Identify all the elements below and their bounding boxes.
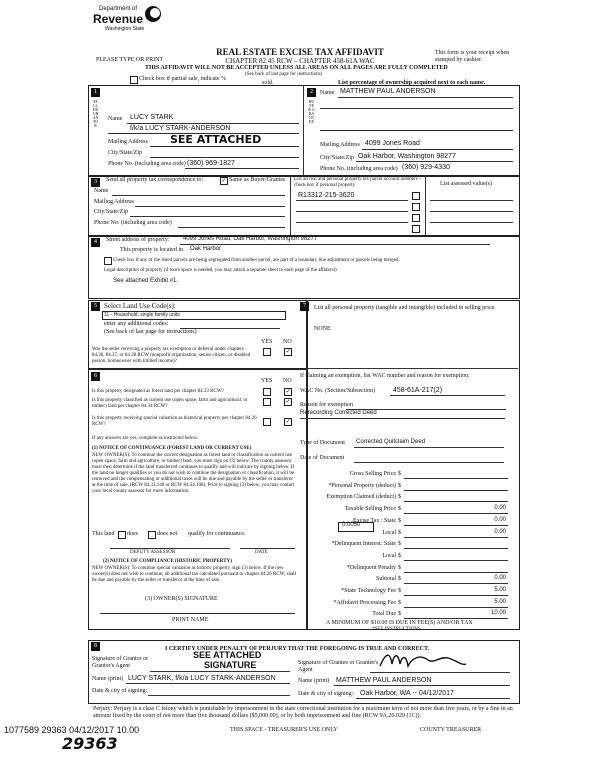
does-not-label: does not (157, 531, 178, 537)
grantee-sig-label: Signature of Grantee or Grantee's Agent (298, 660, 379, 673)
perjury-notice: Perjury: Perjury is a class C felony which is punishable by imprisonment in the state correctional institution for a maximum term of not more than five years, or by a fine in an amount fixed by the court of not more than five thousand dollars ($5,000.00), or by both imprisonment and fine (RCW 9A.20.020 (1C)). (93, 706, 513, 719)
seller-side-label: SELLER GRANTOR (92, 99, 99, 128)
exemption-yes-checkbox[interactable] (263, 348, 271, 356)
grantor-date-city-label: Date & city of signing: (92, 688, 148, 694)
doc-type-value: Corrected Quitclaim Deed (356, 439, 426, 445)
section-7-badge: 7 (300, 302, 309, 311)
tax-row (300, 470, 512, 480)
tax-row (300, 493, 512, 503)
tax-row (300, 610, 512, 620)
grantee-name-label: Name (print) (298, 678, 330, 684)
tax-row-label: Local (382, 530, 396, 536)
see-back-5: (See back of last page for instructions) (104, 329, 197, 335)
certify-statement: I CERTIFY UNDER PENALTY OF PERJURY THAT THE FOREGOING IS TRUE AND CORRECT. (165, 646, 430, 652)
tax-row-value: 0.00 (494, 517, 506, 523)
seller-name-2: f/k/a LUCY STARK-ANDERSON (130, 125, 231, 132)
personal-property-label: List all personal property (tangible and intangible) included in selling price. (314, 305, 496, 311)
dollar-sign: $ (398, 483, 401, 489)
type-or-print: PLEASE TYPE OR PRINT (96, 57, 164, 63)
tax-row-value: 0.00 (494, 529, 506, 535)
section-8-badge: 8 (91, 642, 100, 651)
grantee-signature-icon (378, 646, 468, 674)
located-label: This property is located in (120, 247, 183, 253)
grantee-name-print: MATTHEW PAUL ANDERSON (336, 677, 432, 684)
land-use-value: 11 - Household, single family units (104, 312, 180, 318)
dollar-sign: $ (398, 611, 401, 617)
dollar-sign: $ (398, 600, 401, 606)
corr-phone-label: Phone No. (including area code) (94, 220, 172, 226)
does-not-checkbox[interactable] (148, 531, 156, 539)
historic-q: Is this property receiving special valuation as historical property per chapter 84.26 RCW? (92, 416, 257, 427)
section-5-badge: 5 (91, 302, 100, 311)
same-as-buyer-label: Same as Buyer/Grantee (229, 177, 286, 183)
receipt-note: This form is your receipt when stamped by cashier. (435, 50, 510, 63)
current-use-q: Is this property classified as current use (open space, farm and agricultural, or timber) land per chapter 84.34 RCW? (92, 398, 248, 409)
tax-row-value: 5.00 (494, 587, 506, 593)
handwritten-number: 29363 (62, 734, 118, 753)
tax-row-label: Exemption Claimed (deduct) (326, 494, 396, 500)
buyer-mailing: 4099 Jones Road (365, 140, 420, 147)
personal-property-checkbox-3[interactable] (412, 214, 420, 222)
legal-description-label: Legal description of property (if more space is needed, you may attach a separate sheet to each page of the affidavit) (104, 268, 337, 273)
segregated-checkbox[interactable] (104, 257, 112, 265)
tax-row-label: Subtotal (375, 576, 396, 582)
sold-label: sold. (262, 80, 274, 86)
agency-name: Revenue (93, 12, 144, 26)
buyer-phone: (360) 929-4330 (402, 164, 450, 171)
personal-property-checkbox-2[interactable] (412, 203, 420, 211)
date-label: DATE (255, 550, 268, 555)
tax-row (300, 482, 512, 492)
seller-name-label: Name (108, 116, 123, 122)
corr-city-label: City/State/Zip (94, 209, 128, 215)
minimum-note: A MINIMUM OF $10.00 IS DUE IN FEE(S) AND/OR TAX (326, 620, 473, 626)
tax-row-value: 5.00 (494, 599, 506, 605)
corr-name-label: Name (94, 188, 109, 194)
dollar-sign: $ (398, 494, 401, 500)
section-3-badge: 3 (91, 178, 100, 187)
does-checkbox[interactable] (118, 531, 126, 539)
send-correspondence-label: Send all property tax correspondence to: (106, 177, 204, 183)
section-6-badge: 6 (91, 372, 100, 381)
tax-row-label: *Delinquent Penalty (346, 565, 396, 571)
personal-property-value: NONE (314, 326, 331, 332)
treasurer-space: THIS SPACE - TREASURER'S USE ONLY (230, 727, 338, 733)
segregated-label: Check box if any of the listed parcels are being segregated from another parcel, are part of a boundary line adjustment or parcels being merged. (113, 258, 400, 263)
dollar-sign: $ (398, 471, 401, 477)
dollar-sign: $ (398, 576, 401, 582)
grantor-name-label: Name (print) (92, 676, 124, 682)
section-4-badge: 4 (91, 238, 100, 247)
grantee-date-city: Oak Harbor, WA -- 04/12/2017 (360, 690, 454, 697)
wac-label: WAC No. (Section/Subsection) (300, 388, 376, 394)
street-label: Street address of property: (106, 237, 170, 243)
additional-codes-label: enter any additional codes: (104, 321, 169, 327)
tax-row (300, 552, 512, 562)
tax-row-label: *Delinquent Interest: State (331, 541, 396, 547)
grantor-sig-stamp-1: SEE ATTACHED (193, 650, 262, 660)
dollar-sign: $ (398, 588, 401, 594)
same-as-buyer-checkbox[interactable]: ✓ (221, 178, 227, 184)
tax-row-label: *State Technology Fee (341, 588, 396, 594)
form-title: REAL ESTATE EXCISE TAX AFFIDAVIT (216, 47, 384, 57)
street-address: 4099 Jones Road, Oak Harbor, Washington 98277 (183, 236, 318, 242)
tax-row-value: 0.00 (494, 575, 506, 581)
deputy-assessor-label: DEPUTY ASSESSOR (130, 550, 176, 555)
exemption-no-checkbox[interactable]: ✓ (285, 349, 291, 355)
exemption-claim-label: If claiming an exemption, list WAC number and reason for exemption: (300, 373, 470, 379)
buyer-city: Oak Harbor, Washington 98277 (358, 153, 456, 160)
revenue-logo (93, 5, 163, 45)
corr-mailing-label: Mailing Address (94, 199, 134, 205)
assessed-header: List assessed value(s) (440, 181, 492, 187)
agency-top: Department of (99, 6, 138, 12)
tax-row (300, 505, 512, 515)
ownership-note: List percentage of ownership acquired next to each name. (338, 80, 486, 86)
partial-sale-label: Check box if partial sale, indicate % (139, 76, 227, 82)
county-treasurer: COUNTY TREASURER (420, 727, 482, 733)
located-city: Oak Harbor (190, 246, 222, 252)
reason-value: Rerecording Corrected Deed (300, 410, 377, 416)
tax-row-label: Gross Selling Price (349, 471, 396, 477)
grantor-sig-stamp-2: SIGNATURE (204, 660, 257, 670)
grantor-sig-label: Signature of Grantor or Grantor's Agent (92, 656, 149, 669)
personal-property-checkbox-1[interactable] (412, 192, 420, 200)
notice-continuance-title: (1) NOTICE OF CONTINUANCE (FOREST LAND OR CURRENT USE) (92, 446, 252, 451)
seller-mailing-handwritten: SEE ATTACHED (170, 133, 262, 146)
buyer-name-label: Name (320, 90, 335, 96)
current-use-yes-checkbox[interactable] (263, 398, 271, 406)
no-header-5: NO (283, 339, 292, 345)
dollar-sign: $ (398, 565, 401, 571)
forest-yes-checkbox[interactable] (263, 388, 271, 396)
tax-row-label: *Affidavit Processing Fee (333, 600, 396, 606)
tax-row-label: *Personal Property (deduct) (328, 483, 396, 489)
print-name-label: PRINT NAME (172, 617, 209, 623)
tax-row-label: Excise Tax : State (353, 518, 396, 524)
buyer-phone-label: Phone No. (including area code) (320, 166, 398, 172)
exemption-question: Was the seller receiving a property tax exemption or deferral under chapters 84.36, 84.37, or 84.38 RCW (nonprofit organization, senior citizen, or disabled person, homeowner with limited income)? (92, 347, 251, 364)
seller-phone-label: Phone No. (including area code) (108, 161, 186, 167)
tax-row-label: Total Due (372, 611, 396, 617)
recording-stamp: 1077589 29363 04/12/2017 10.00 (4, 725, 140, 735)
buyer-mailing-label: Mailing Address (320, 142, 360, 148)
partial-sale-checkbox[interactable] (130, 76, 138, 84)
form-chapter: CHAPTER 82.45 RCW – CHAPTER 458-61A WAC (225, 57, 375, 65)
tax-row-value: 0.00 (494, 505, 506, 511)
seller-city-label: City/State/Zip (108, 150, 142, 156)
buyer-side-label: BUYER GRANTEE (308, 99, 315, 124)
tax-row (300, 564, 512, 574)
see-instructions: *SEE INSTRUCTIONS (372, 627, 421, 632)
yes-header-5: YES (261, 339, 273, 345)
personal-property-checkbox-4[interactable] (412, 225, 420, 233)
parcel-number: R13312-215-3620 (298, 192, 355, 199)
tax-row-label: Taxable Selling Price (344, 506, 396, 512)
section-1-badge: 1 (91, 88, 100, 97)
yes-header-6: YES (261, 378, 273, 384)
seller-mailing-label: Mailing Address (108, 139, 148, 145)
land-does-label: This land (92, 531, 115, 537)
buyer-name: MATTHEW PAUL ANDERSON (340, 88, 436, 95)
dollar-sign: $ (398, 553, 401, 559)
notice-compliance-title: (2) NOTICE OF COMPLIANCE (HISTORIC PROPERTY) (103, 559, 232, 564)
dollar-sign: $ (398, 530, 401, 536)
tax-row-label: Local (382, 553, 396, 559)
notice-continuance-body: NEW OWNER(S): To continue the current designation as forest land or classification as current use (open space, farm and agriculture, or timber) land, you must sign on (3) below. The county assessor must then determine if the land transferred continues to qualify and will indicate by signing below. If the land no longer qualifies or you do not wish to continue the designation or classification, it will be removed and the compensating or additional taxes will be due and payable by the seller or transferor at the time of sale. (RCW 84.33.140 or RCW 84.34.108). Prior to signing (3) below, you may contact your local county assessor for more information. (92, 453, 295, 494)
historic-no-checkbox[interactable]: ✓ (285, 419, 291, 425)
tax-row (300, 599, 512, 609)
wac-number: 458-61A-217(2) (393, 387, 443, 394)
section-2-badge: 2 (307, 88, 316, 97)
buyer-city-label: City/State/Zip (320, 155, 354, 161)
tax-row (300, 587, 512, 597)
doc-type-label: Type of Document (300, 440, 345, 446)
seller-phone: (360) 969-1827 (187, 160, 235, 167)
swoosh-icon (143, 4, 163, 24)
tax-row (300, 529, 512, 539)
reason-label: Reason for exemption (300, 402, 353, 408)
tax-row (300, 540, 512, 550)
dollar-sign: $ (398, 518, 401, 524)
see-attached-exhibit: See attached Exhibit #1. (113, 278, 179, 284)
current-use-no-checkbox[interactable]: ✓ (285, 399, 291, 405)
land-use-label: Select Land Use Code(s): (104, 302, 176, 310)
historic-yes-checkbox[interactable] (263, 418, 271, 426)
doc-date-label: Date of Document (300, 455, 345, 461)
owner-signature-label: (3) OWNER(S) SIGNATURE (145, 596, 218, 602)
form-warning: THIS AFFIDAVIT WILL NOT BE ACCEPTED UNLESS ALL AREAS ON ALL PAGES ARE FULLY COMPLETED (145, 65, 448, 71)
forest-no-checkbox[interactable]: ✓ (285, 389, 291, 395)
see-back-note: (See back of last page for instructions) (245, 72, 323, 77)
dollar-sign: $ (398, 541, 401, 547)
forest-land-q: Is this property designated as forest land per chapter 84.33 RCW? (92, 389, 224, 394)
qualify-label: qualify for continuance. (188, 531, 246, 537)
tax-row (300, 575, 512, 585)
local-rate: 0.0050 (342, 522, 361, 528)
agency-sub: Washington State (105, 26, 145, 32)
dollar-sign: $ (398, 506, 401, 512)
notice-compliance-body: NEW OWNER(S): To continue special valuation as historic property, sign (3) below. If the new owner(s) does not wish to continue, all additional tax calculated pursuant to chapter 84.26 RCW, shall be due and payable by the seller or transferor at the time of sale. (92, 566, 296, 583)
grantor-name-print: LUCY STARK, f/k/a LUCY STARK-ANDERSON (128, 675, 276, 682)
seller-name: LUCY STARK (130, 114, 174, 121)
parcel-header: List all real and personal property tax parcel account numbers – check box if personal property (294, 177, 422, 188)
does-label: does (127, 531, 138, 537)
tax-row-value: 10.00 (490, 610, 506, 616)
tax-row (300, 517, 512, 527)
grantee-date-city-label: Date & city of signing: (298, 691, 354, 697)
complete-note: If any answers are yes, complete as instructed below. (92, 436, 199, 441)
no-header-6: NO (283, 378, 292, 384)
